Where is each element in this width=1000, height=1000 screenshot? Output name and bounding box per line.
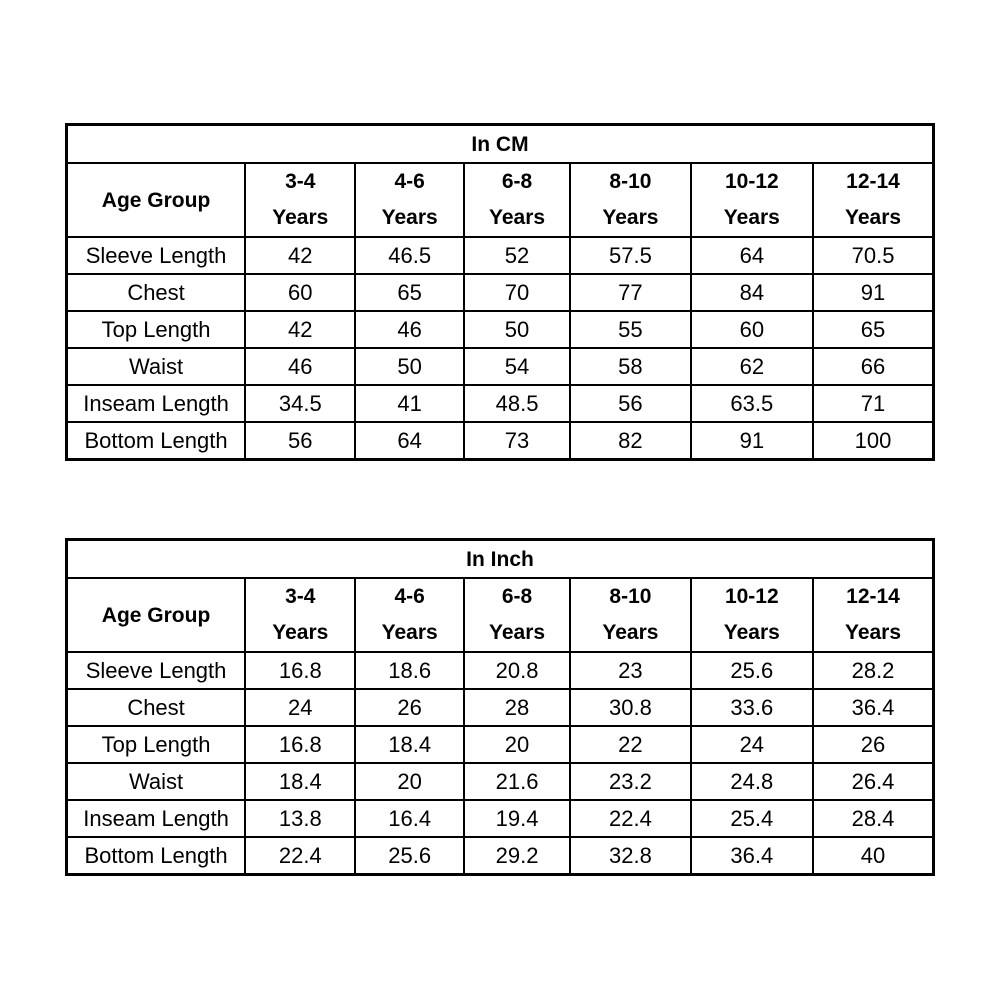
row-label: Chest (67, 274, 246, 311)
table-cell: 56 (245, 422, 355, 460)
table-cell: 65 (355, 274, 463, 311)
table-row (67, 763, 934, 800)
table-cell: 18.4 (245, 763, 355, 800)
row-label: Waist (67, 348, 246, 385)
column-header (691, 578, 813, 652)
table-cell: 42 (245, 311, 355, 348)
age-range: 6-8 (501, 170, 533, 193)
table-row (67, 348, 934, 385)
table-cell: 91 (691, 422, 813, 460)
table-cell: 58 (570, 348, 690, 385)
age-unit: Years (844, 621, 902, 644)
table-cell: 71 (813, 385, 933, 422)
table-cell: 52 (464, 237, 570, 274)
size-chart-cm-table (65, 123, 935, 461)
table-cell: 16.8 (245, 726, 355, 763)
table-cell: 65 (813, 311, 933, 348)
table-cell: 55 (570, 311, 690, 348)
table-cell: 18.6 (355, 652, 463, 689)
table-title: In CM (67, 125, 934, 164)
table-cell: 24.8 (691, 763, 813, 800)
age-unit: Years (272, 621, 329, 644)
table-cell: 26 (355, 689, 463, 726)
table-cell: 56 (570, 385, 690, 422)
age-range: 3-4 (285, 585, 316, 608)
row-label: Chest (67, 689, 246, 726)
age-range: 12-14 (846, 170, 900, 193)
table-row (67, 237, 934, 274)
table-cell: 46.5 (355, 237, 463, 274)
table-row (67, 311, 934, 348)
column-header (245, 578, 355, 652)
table-row (67, 689, 934, 726)
table-cell: 21.6 (464, 763, 570, 800)
age-unit: Years (488, 621, 546, 644)
table-cell: 22.4 (570, 800, 690, 837)
table-cell: 20 (355, 763, 463, 800)
table-cell: 62 (691, 348, 813, 385)
row-label: Bottom Length (67, 837, 246, 875)
table-cell: 23 (570, 652, 690, 689)
column-header (813, 163, 933, 237)
table-row (67, 800, 934, 837)
table-cell: 91 (813, 274, 933, 311)
table-cell: 82 (570, 422, 690, 460)
table-cell: 46 (245, 348, 355, 385)
age-range: 4-6 (394, 585, 425, 608)
age-unit: Years (602, 621, 659, 644)
age-unit: Years (844, 206, 902, 229)
table-row (67, 837, 934, 875)
table-cell: 70 (464, 274, 570, 311)
table-cell: 20.8 (464, 652, 570, 689)
row-label: Top Length (67, 311, 246, 348)
row-label: Bottom Length (67, 422, 246, 460)
age-group-header: Age Group (67, 163, 246, 237)
table-cell: 23.2 (570, 763, 690, 800)
column-header (570, 578, 690, 652)
table-cell: 77 (570, 274, 690, 311)
table-cell: 64 (691, 237, 813, 274)
table-cell: 50 (355, 348, 463, 385)
table-cell: 30.8 (570, 689, 690, 726)
table-cell: 60 (245, 274, 355, 311)
age-range: 10-12 (724, 170, 779, 193)
table-cell: 13.8 (245, 800, 355, 837)
table-cell: 54 (464, 348, 570, 385)
table-cell: 48.5 (464, 385, 570, 422)
table-cell: 20 (464, 726, 570, 763)
row-label: Inseam Length (67, 385, 246, 422)
table-cell: 18.4 (355, 726, 463, 763)
size-chart-inch-table (65, 538, 935, 876)
table-cell: 33.6 (691, 689, 813, 726)
age-unit: Years (602, 206, 659, 229)
table-title: In Inch (67, 540, 934, 579)
table-cell: 16.4 (355, 800, 463, 837)
table-row (67, 422, 934, 460)
table-cell: 70.5 (813, 237, 933, 274)
table-cell: 28 (464, 689, 570, 726)
table-cell: 25.4 (691, 800, 813, 837)
age-unit: Years (723, 621, 780, 644)
age-range: 4-6 (394, 170, 425, 193)
table-cell: 24 (245, 689, 355, 726)
table-cell: 40 (813, 837, 933, 875)
table-cell: 50 (464, 311, 570, 348)
table-cell: 66 (813, 348, 933, 385)
table-cell: 26 (813, 726, 933, 763)
table-cell: 36.4 (691, 837, 813, 875)
row-label: Sleeve Length (67, 237, 246, 274)
age-unit: Years (381, 621, 438, 644)
table-row (67, 385, 934, 422)
table-cell: 60 (691, 311, 813, 348)
table-row (67, 726, 934, 763)
table-cell: 16.8 (245, 652, 355, 689)
table-cell: 32.8 (570, 837, 690, 875)
row-label: Top Length (67, 726, 246, 763)
age-group-header: Age Group (67, 578, 246, 652)
column-header (245, 163, 355, 237)
age-unit: Years (723, 206, 780, 229)
age-unit: Years (489, 206, 546, 229)
age-unit: Years (381, 206, 438, 229)
row-label: Sleeve Length (67, 652, 246, 689)
table-cell: 25.6 (691, 652, 813, 689)
column-header (691, 163, 813, 237)
table-row (67, 274, 934, 311)
column-header (355, 578, 463, 652)
table-cell: 29.2 (464, 837, 570, 875)
table-cell: 28.4 (813, 800, 933, 837)
row-label: Waist (67, 763, 246, 800)
table-cell: 41 (355, 385, 463, 422)
age-range: 3-4 (285, 170, 316, 193)
table-cell: 100 (813, 422, 933, 460)
table-cell: 24 (691, 726, 813, 763)
table-cell: 42 (245, 237, 355, 274)
age-unit: Years (272, 206, 329, 229)
table-cell: 34.5 (245, 385, 355, 422)
table-cell: 22 (570, 726, 690, 763)
table-cell: 57.5 (570, 237, 690, 274)
age-range: 6-8 (501, 585, 533, 608)
column-header (570, 163, 690, 237)
age-range: 8-10 (609, 585, 652, 608)
table-cell: 46 (355, 311, 463, 348)
table-cell: 64 (355, 422, 463, 460)
column-header (813, 578, 933, 652)
column-header (355, 163, 463, 237)
age-range: 10-12 (724, 585, 779, 608)
table-row (67, 652, 934, 689)
table-cell: 84 (691, 274, 813, 311)
age-range: 12-14 (846, 585, 900, 608)
table-cell: 26.4 (813, 763, 933, 800)
table-cell: 63.5 (691, 385, 813, 422)
age-range: 8-10 (609, 170, 652, 193)
table-cell: 73 (464, 422, 570, 460)
table-cell: 19.4 (464, 800, 570, 837)
row-label: Inseam Length (67, 800, 246, 837)
table-cell: 25.6 (355, 837, 463, 875)
table-cell: 22.4 (245, 837, 355, 875)
table-cell: 28.2 (813, 652, 933, 689)
table-cell: 36.4 (813, 689, 933, 726)
column-header (464, 578, 570, 652)
column-header (464, 163, 570, 237)
